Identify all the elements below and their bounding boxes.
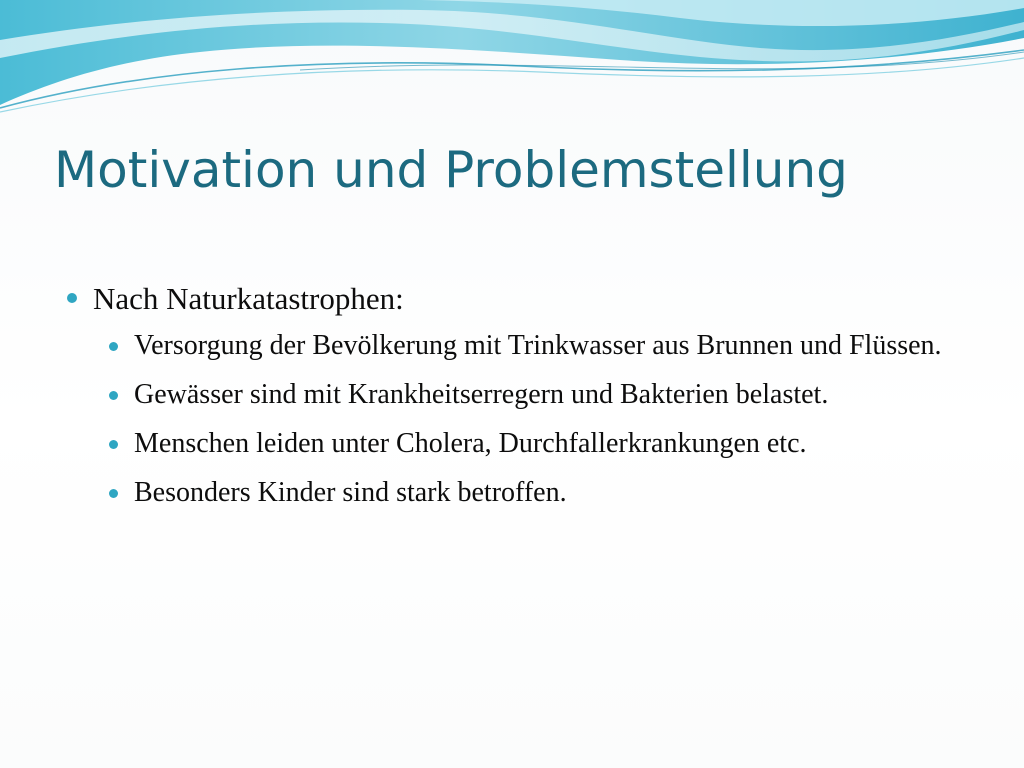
sub-bullet-list (62, 326, 982, 513)
bullet-level1-text: Nach Naturkatastrophen: (93, 281, 404, 316)
sub-bullet-text: Besonders Kinder sind stark betroffen. (134, 477, 567, 508)
sub-bullet-item (62, 326, 964, 366)
header-wave-decoration (0, 0, 1024, 120)
sub-bullet-text: Menschen leiden unter Cholera, Durchfallerkrankungen etc. (134, 428, 807, 459)
sub-bullet-text: Gewässer sind mit Krankheitserregern und Bakterien belastet. (134, 379, 829, 410)
bullet-dot-icon (109, 489, 118, 498)
bullet-list (62, 278, 982, 522)
slide-title: Motivation und Problemstellung (54, 141, 848, 199)
sub-bullet-item (62, 473, 964, 513)
bullet-level1-item (62, 278, 982, 320)
bullet-dot-icon (109, 342, 118, 351)
bullet-dot-icon (109, 440, 118, 449)
sub-bullet-text: Versorgung der Bevölkerung mit Trinkwasser aus Brunnen und Flüssen. (134, 330, 942, 361)
bullet-dot-icon (67, 293, 77, 303)
sub-bullet-item (62, 375, 964, 415)
bullet-dot-icon (109, 391, 118, 400)
sub-bullet-item (62, 424, 964, 464)
